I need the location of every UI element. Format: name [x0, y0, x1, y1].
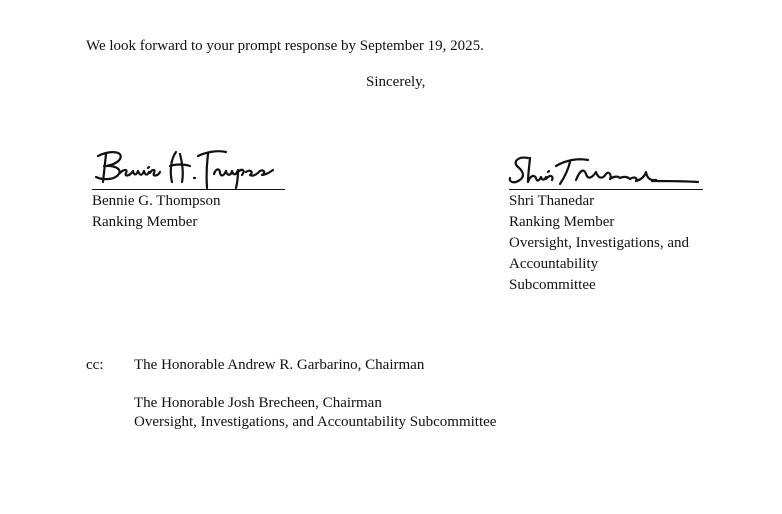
cc-recipient-line: The Honorable Andrew R. Garbarino, Chairman: [134, 357, 425, 373]
cc-label: cc:: [86, 357, 104, 373]
signature-line-thompson: [92, 189, 285, 190]
signer-block-thompson: [92, 191, 220, 233]
cc-recipient: [134, 356, 424, 375]
signer-title: Ranking Member: [509, 214, 615, 230]
signer-name: Shri Thanedar: [509, 193, 595, 209]
cc-recipient: [134, 394, 496, 432]
cc-recipient-line: The Honorable Josh Brecheen, Chairman: [134, 395, 382, 411]
cc-recipient-line: Oversight, Investigations, and Accountability Subcommittee: [134, 414, 497, 430]
signature-thompson: [90, 142, 285, 190]
signature-thanedar: [506, 150, 702, 190]
signer-title: Oversight, Investigations, and: [509, 235, 689, 251]
salutation: Sincerely,: [366, 74, 426, 90]
signer-title: Subcommittee: [509, 277, 596, 293]
signer-block-thanedar: [509, 191, 689, 296]
closing-line: We look forward to your prompt response by September 19, 2025.: [86, 38, 484, 54]
signer-name: Bennie G. Thompson: [92, 193, 221, 209]
signature-line-thanedar: [509, 189, 703, 190]
signer-title: Accountability: [509, 256, 599, 272]
signer-title: Ranking Member: [92, 214, 198, 230]
